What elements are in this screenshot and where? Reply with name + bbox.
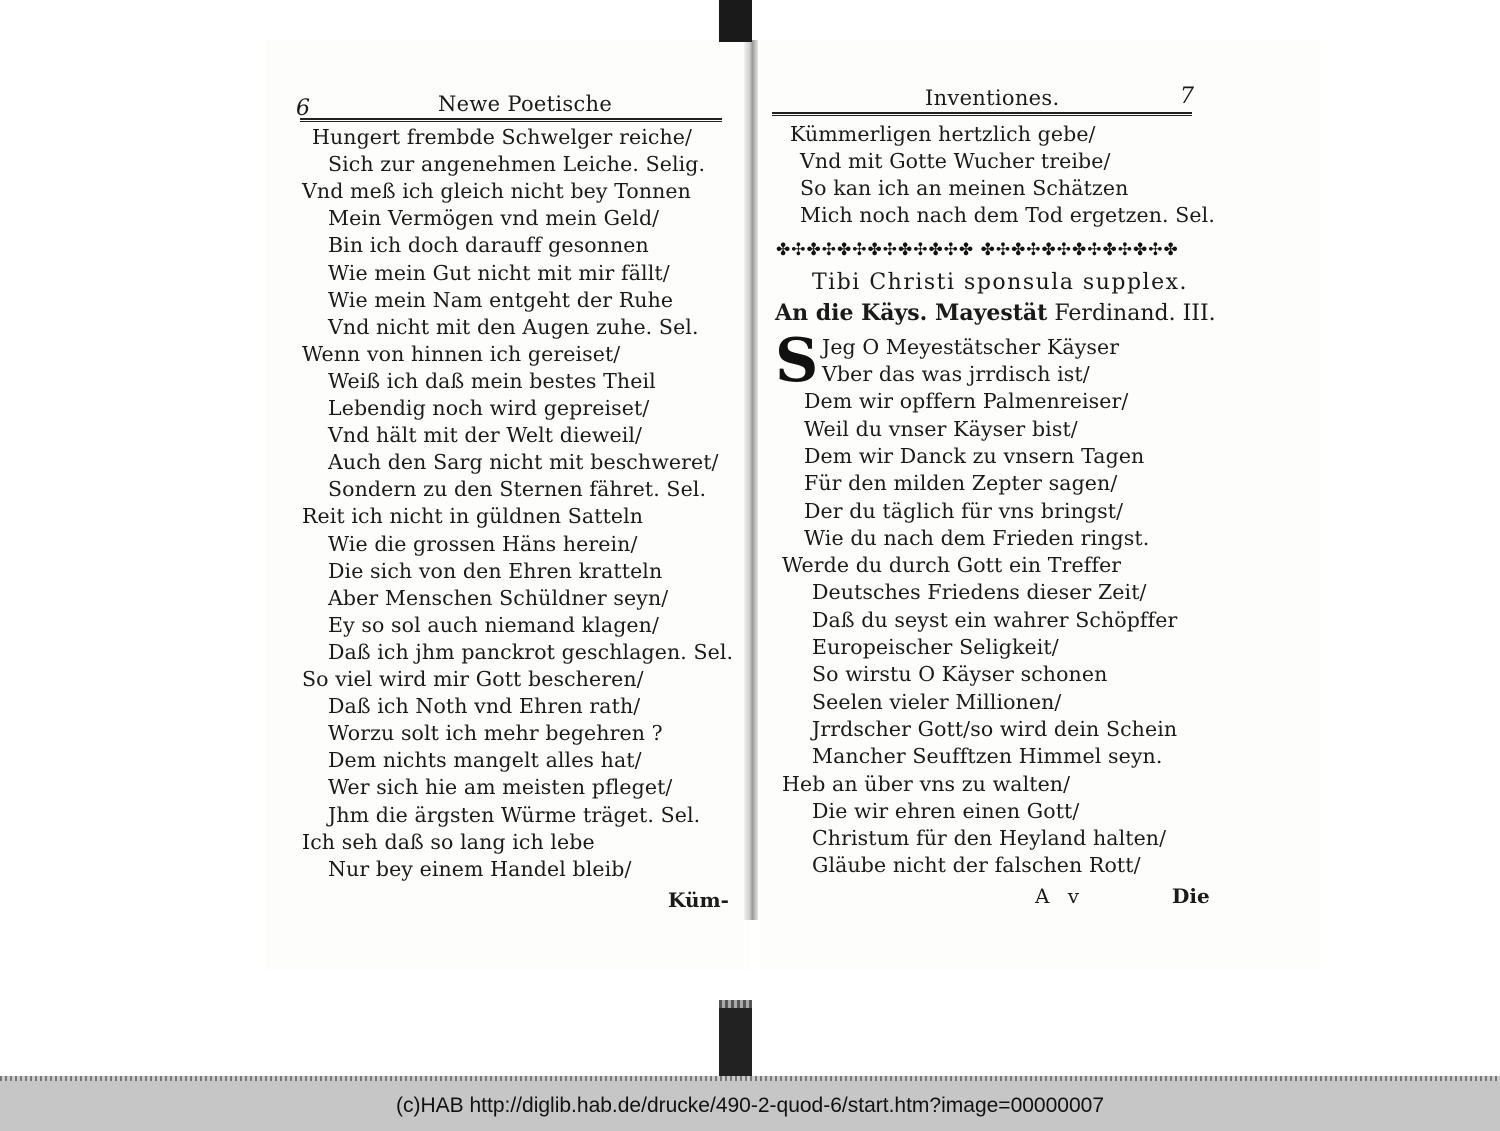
drop-cap-initial: S: [775, 326, 819, 396]
dedication-heading: [775, 300, 1216, 326]
text-line: Dem wir Danck zu vnsern Tagen: [804, 443, 1145, 468]
text-line: Wenn von hinnen ich gereiset/: [302, 341, 621, 366]
text-line: Mein Vermögen vnd mein Geld/: [328, 206, 660, 231]
text-line: Bin ich doch darauff gesonnen: [328, 233, 649, 258]
text-line: Vnd mit Gotte Wucher treibe/: [800, 149, 1111, 173]
text-line: So wirstu O Käyser schonen: [812, 662, 1108, 687]
text-line: Deutsches Friedens dieser Zeit/: [812, 580, 1147, 605]
text-line: Dem nichts mangelt alles hat/: [328, 748, 642, 773]
text-line: Daß ich jhm panckrot geschlagen. Sel.: [328, 639, 734, 664]
text-line: Die sich von den Ehren kratteln: [328, 558, 663, 583]
left-catchword: Küm-: [668, 888, 729, 912]
latin-motto: Tibi Christi sponsula supplex.: [812, 270, 1189, 295]
text-line: Nur bey einem Handel bleib/: [328, 856, 632, 881]
right-page-number: 7: [1180, 84, 1194, 109]
text-line: Die wir ehren einen Gott/: [812, 798, 1080, 823]
dedication-prefix: An die Käys. Mayestät: [775, 300, 1048, 326]
text-line: Werde du durch Gott ein Treffer: [782, 553, 1122, 578]
text-line: Ich seh daß so lang ich lebe: [302, 829, 595, 854]
text-line: Daß ich Noth vnd Ehren rath/: [328, 694, 641, 719]
ornament-border: ✤✣✤✣✤✣✤✣✤✣✤✣✤ ✤✣✤✣✤✣✤✣✤✣✤✣✤: [776, 240, 1179, 260]
text-line: Aber Menschen Schüldner seyn/: [328, 585, 669, 610]
text-line: Gläube nicht der falschen Rott/: [812, 853, 1141, 878]
text-line: Der du täglich für vns bringst/: [804, 498, 1124, 523]
text-line: Wer sich hie am meisten pfleget/: [328, 775, 673, 800]
text-line: Sondern zu den Sternen fähret. Sel.: [328, 477, 707, 502]
footer-credit: (c)HAB http://diglib.hab.de/drucke/490-2-quod-6/start.htm?image=00000007: [395, 1094, 1104, 1117]
text-line: Kümmerligen hertzlich gebe/: [790, 122, 1096, 146]
text-line: Sich zur angenehmen Leiche. Selig.: [328, 152, 706, 177]
poem-first-line: Jeg O Meyestätscher Käyser: [822, 335, 1120, 359]
text-line: Worzu solt ich mehr begehren ?: [328, 721, 663, 746]
right-header-rule: [772, 112, 1192, 116]
text-line: Wie die grossen Häns herein/: [328, 531, 638, 556]
right-running-head: Inventiones.: [925, 86, 1060, 110]
text-line: Mancher Seufftzen Himmel seyn.: [812, 744, 1163, 769]
text-line: Wie du nach dem Frieden ringst.: [804, 525, 1150, 550]
text-line: Wie mein Nam entgeht der Ruhe: [328, 287, 674, 312]
left-header-rule: [300, 118, 722, 122]
left-running-head: Newe Poetische: [438, 92, 613, 116]
text-line: So viel wird mir Gott bescheren/: [302, 667, 644, 691]
text-line: Europeischer Seligkeit/: [812, 635, 1059, 659]
text-line: Daß du seyst ein wahrer Schöpffer: [812, 607, 1178, 632]
book-clamp-top: [719, 0, 752, 42]
book-clamp-bottom: [719, 1000, 752, 1078]
text-line: Reit ich nicht in güldnen Satteln: [302, 504, 644, 529]
text-line: Hungert frembde Schwelger reiche/: [312, 125, 692, 149]
right-catchword: Die: [1172, 884, 1210, 908]
text-line: Vber das was jrrdisch ist/: [822, 362, 1090, 386]
signature-mark: A v: [1035, 884, 1086, 908]
source-footer: [0, 1081, 1500, 1131]
dedication-name: Ferdinand. III.: [1054, 301, 1216, 326]
left-page-number: 6: [296, 96, 310, 121]
text-line: Jrrdscher Gott/so wird dein Schein: [812, 716, 1178, 741]
text-line: Vnd nicht mit den Augen zuhe. Sel.: [328, 314, 699, 339]
text-line: Seelen vieler Millionen/: [812, 689, 1062, 714]
text-line: Vnd meß ich gleich nicht bey Tonnen: [302, 179, 691, 204]
text-line: Für den milden Zepter sagen/: [804, 471, 1118, 496]
text-line: Dem wir opffern Palmenreiser/: [804, 389, 1129, 414]
text-line: Heb an über vns zu walten/: [782, 771, 1071, 796]
text-line: Vnd hält mit der Welt dieweil/: [328, 423, 643, 448]
text-line: So kan ich an meinen Schätzen: [800, 176, 1129, 200]
text-line: Christum für den Heyland halten/: [812, 826, 1167, 851]
book-gutter: [744, 40, 758, 920]
text-line: Mich noch nach dem Tod ergetzen. Sel.: [800, 203, 1215, 227]
text-line: Weiß ich daß mein bestes Theil: [328, 368, 656, 393]
text-line: Lebendig noch wird gepreiset/: [328, 396, 650, 420]
text-line: Weil du vnser Käyser bist/: [804, 416, 1078, 441]
text-line: Ey so sol auch niemand klagen/: [328, 612, 659, 637]
text-line: Wie mein Gut nicht mit mir fällt/: [328, 260, 670, 285]
text-line: Auch den Sarg nicht mit beschweret/: [328, 450, 719, 475]
text-line: Jhm die ärgsten Würme träget. Sel.: [328, 802, 701, 827]
